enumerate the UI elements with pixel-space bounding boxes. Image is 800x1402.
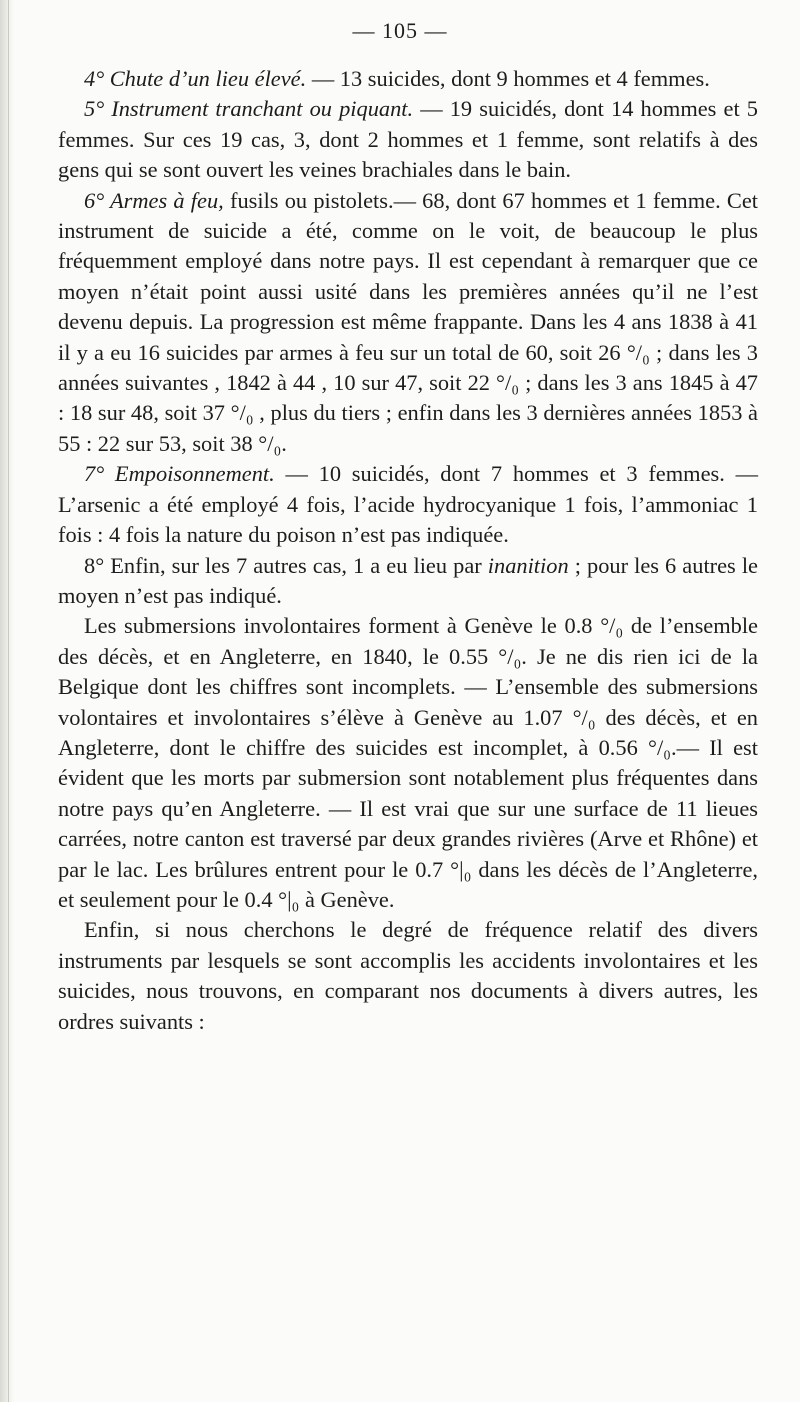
paragraph-text: Enfin, si nous cherchons le degré de fréquence relatif des divers instruments par lesquels se sont accomplis les accidents involontaires et les suicides, nous trouvons, en comparant nos documents à divers autres, les ordres suivants : [58, 917, 758, 1034]
paragraph-autres-cas [58, 551, 758, 612]
paragraph-text-after: ; pour les 6 autres le moyen n’est pas indiqué. [58, 552, 758, 608]
paragraph-title: 4° Chute d’un lieu élevé. [84, 66, 307, 91]
paragraph-armes-a-feu [58, 186, 758, 460]
paragraph-empoisonnement [58, 459, 758, 550]
paragraph-submersions [58, 611, 758, 915]
paragraph-title: 6° Armes à feu, [84, 187, 224, 213]
paragraph-instrument-tranchant [58, 94, 758, 185]
paragraph-text: 8° Enfin, sur les 7 autres cas, 1 a eu lieu par [84, 552, 488, 578]
body-text [58, 64, 758, 1037]
page-number: — 105 — [352, 18, 448, 43]
paragraph-text: — 19 suicidés, dont 14 hommes et 5 femmes. Sur ces 19 cas, 3, dont 2 hommes et 1 femme, sont relatifs à des gens qui se sont ouvert les veines brachiales dans le bain. [58, 96, 758, 183]
paragraph-chute [58, 64, 758, 94]
page-binding-edge [0, 0, 14, 1402]
paragraph-text: — 10 suicidés, dont 7 hommes et 3 femmes. — L’arsenic a été employé 4 fois, l’acide hydrocyanique 1 fois, l’ammoniac 1 fois : 4 fois la nature du poison n’est pas indiquée. [58, 461, 758, 548]
paragraph-italic-term: inanition [487, 552, 569, 578]
paragraph-text: fusils ou pistolets.— 68, dont 67 hommes et 1 femme. Cet instrument de suicide a été, comme on le voit, de beaucoup le plus fréquemment employé dans notre pays. Il est cependant à remarquer que ce moyen n’était point aussi usité dans les premières années qu’il ne l’est devenu depuis. La progression est même frappante. Dans les 4 ans 1838 à 41 il y a eu 16 suicides par armes à feu sur un total de 60, soit 26 °/₀ ; dans les 3 années suivantes , 1842 à 44 , 10 sur 47, soit 22 °/₀ ; dans les 3 ans 1845 à 47 : 18 sur 48, soit 37 °/₀ , plus du tiers ; enfin dans les 3 dernières années 1853 à 55 : 22 sur 53, soit 38 °/₀. [58, 187, 758, 456]
paragraph-text: — 13 suicides, dont 9 hommes et 4 femmes. [306, 66, 710, 91]
paragraph-title: 7° Empoisonnement. [84, 461, 275, 487]
paragraph-text: Les submersions involontaires forment à Genève le 0.8 °/₀ de l’ensemble des décès, et en Angleterre, en 1840, le 0.55 °/₀. Je ne dis rien ici de la Belgique dont les chiffres sont incomplets. — L’ensemble des submersions volontaires et involontaires s’élève à Genève au 1.07 °/₀ des décès, et en Angleterre, dont le chiffre des suicides est incomplet, à 0.56 °/₀.— Il est évident que les morts par submersion sont notablement plus fréquentes dans notre pays qu’en Angleterre. — Il est vrai que sur une surface de 11 lieues carrées, notre canton est traversé par deux grandes rivières (Arve et Rhône) et par le lac. Les brûlures entrent pour le 0.7 °|₀ dans les décès de l’Angleterre, et seulement pour le 0.4 °|₀ à Genève. [58, 613, 758, 912]
paragraph-frequence [58, 915, 758, 1037]
paragraph-title: 5° Instrument tranchant ou piquant. [84, 96, 414, 122]
